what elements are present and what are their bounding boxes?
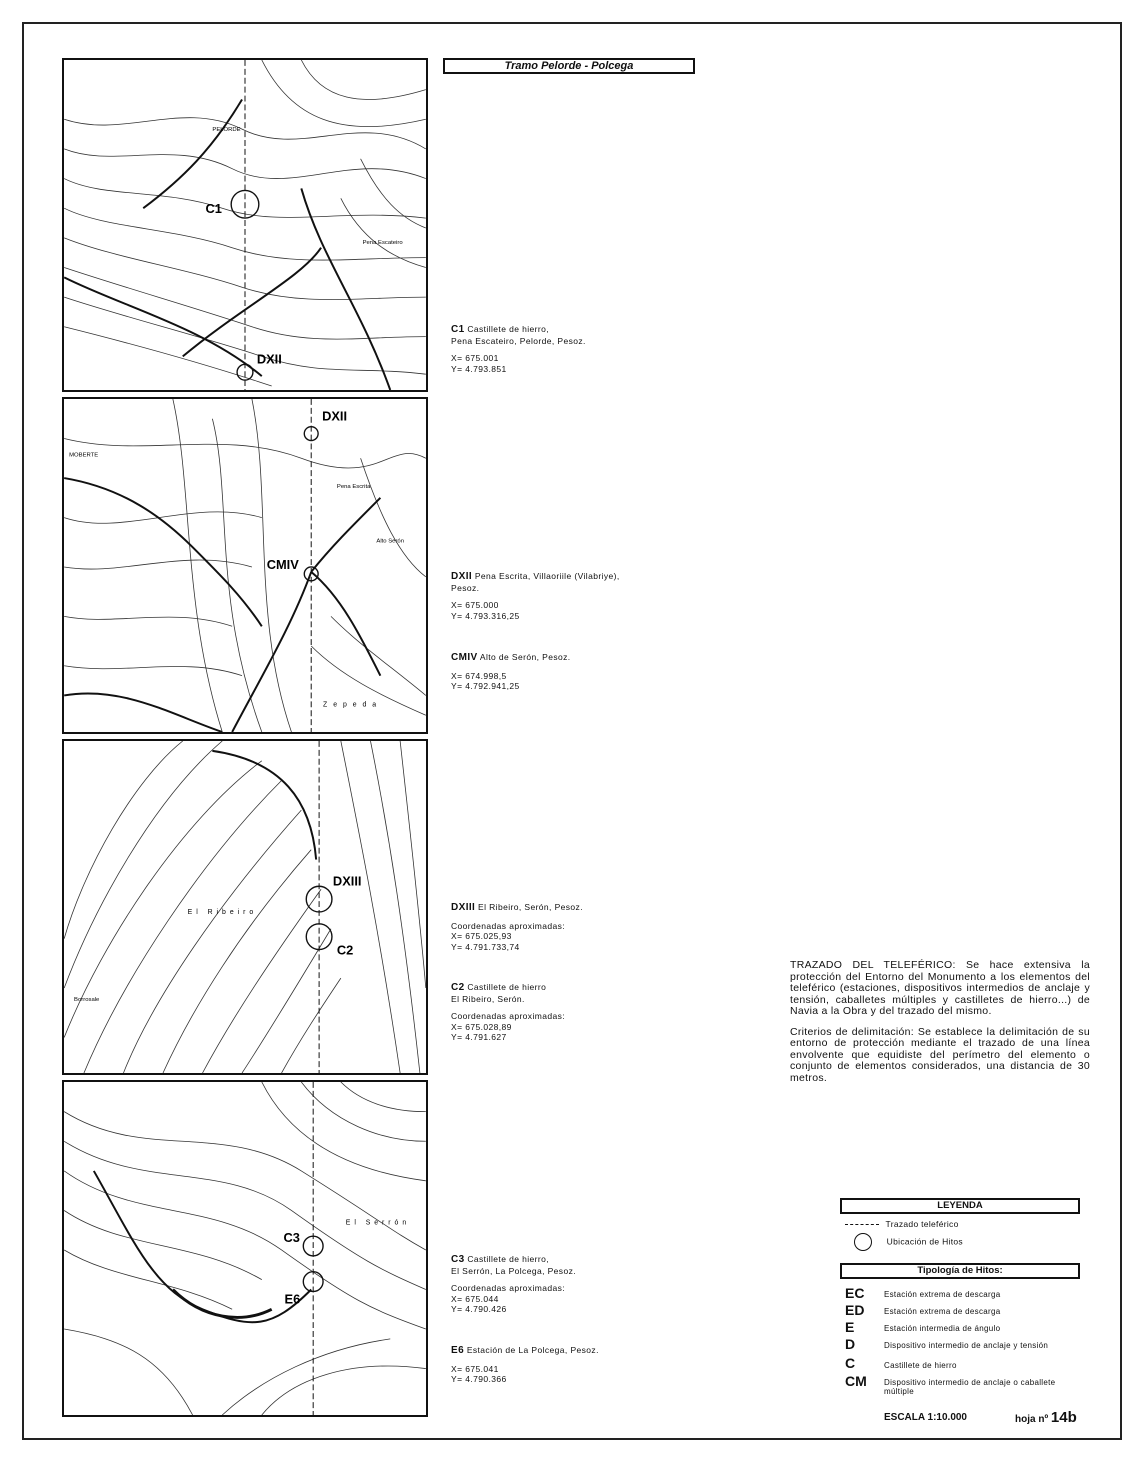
map-3-place-1: El Ribeiro	[187, 908, 258, 916]
scale-label: ESCALA 1:10.000	[884, 1412, 967, 1423]
element-code: C1	[451, 324, 465, 335]
type-text-cm: Dispositivo intermedio de anclaje o caballete múltiple	[884, 1378, 1056, 1396]
element-x: X= 675.000	[451, 600, 499, 610]
element-name: Castillete de hierro,	[467, 1254, 549, 1264]
map-2-place-2: Pena Escrita	[336, 483, 371, 490]
element-code: DXIII	[451, 902, 476, 913]
element-x: X= 674.998,5	[451, 670, 507, 681]
map-4-drawing	[64, 1082, 426, 1415]
element-y: Y= 4.790.426	[451, 1304, 507, 1314]
map-2-drawing	[64, 399, 426, 732]
type-code-d: D	[845, 1336, 856, 1352]
type-text-d: Dispositivo intermedio de anclaje y tensión	[884, 1341, 1049, 1350]
line-symbol	[845, 1224, 879, 1225]
map-2-place-1: MOBERTE	[69, 452, 99, 459]
map-panel-1	[62, 58, 428, 392]
map-panel-4	[62, 1080, 428, 1417]
type-code-ec: EC	[845, 1285, 865, 1301]
legend-line-label: Trazado teleférico	[885, 1219, 959, 1229]
element-info-c2	[451, 982, 565, 1043]
marker-c1-label: C1	[205, 201, 222, 217]
element-y: Y= 4.791.627	[451, 1032, 507, 1042]
element-name: Estación de La Polcega, Pesoz.	[466, 1345, 599, 1355]
element-code: E6	[451, 1345, 465, 1356]
element-code: C2	[451, 982, 465, 993]
marker-dxii-label-2: DXII	[322, 408, 348, 424]
element-info-dxiii	[451, 902, 583, 952]
element-name: Castillete de hierro,	[467, 324, 549, 334]
type-text-c: Castillete de hierro	[884, 1361, 957, 1370]
marker-dxiii-label: DXIII	[332, 873, 362, 889]
marker-c3-label: C3	[283, 1230, 300, 1246]
map-1-place-2: Pena Escateiro	[362, 239, 403, 246]
map-1-place-1: PELORDE	[212, 127, 241, 134]
type-code-cm: CM	[845, 1373, 867, 1389]
element-x: X= 675.044	[451, 1293, 499, 1304]
element-info-c3	[451, 1254, 576, 1315]
element-x: X= 675.041	[451, 1363, 499, 1374]
marker-e6-label: E6	[284, 1291, 301, 1307]
legend-title: LEYENDA	[840, 1198, 1080, 1214]
element-name: Alto de Serón, Pesoz.	[479, 652, 571, 662]
element-name: El Ribeiro, Serón, Pesoz.	[478, 902, 583, 912]
element-code: DXII	[451, 571, 473, 582]
element-name: Pena Escrita, Villaoriile (Vilabriye),	[474, 571, 620, 581]
typology-title: Tipología de Hitos:	[840, 1263, 1080, 1279]
circle-icon	[854, 1233, 872, 1251]
element-y: Y= 4.791.733,74	[451, 941, 520, 952]
element-code: CMIV	[451, 652, 478, 663]
map-4-place-1: El Serrón	[345, 1219, 411, 1227]
element-name-2: Pena Escateiro, Pelorde, Pesoz.	[451, 335, 586, 346]
type-code-e: E	[845, 1319, 855, 1335]
marker-cmiv-label: CMIV	[266, 556, 299, 572]
sheet-number	[1015, 1409, 1077, 1426]
element-x: X= 675.001	[451, 353, 499, 363]
section-title: Tramo Pelorde - Polcega	[443, 58, 695, 74]
element-code: C3	[451, 1254, 465, 1265]
type-text-e: Estación intermedia de ángulo	[884, 1324, 1001, 1333]
element-info-cmiv	[451, 652, 571, 692]
sheet-value: 14b	[1050, 1409, 1077, 1426]
element-x: X= 675.025,93	[451, 931, 512, 941]
element-x: X= 675.028,89	[451, 1021, 512, 1032]
map-3-place-2: Borrosale	[74, 996, 100, 1003]
marker-dxii-label: DXII	[256, 351, 282, 367]
element-info-e6	[451, 1345, 599, 1385]
type-text-ed: Estación extrema de descarga	[884, 1307, 1001, 1316]
legend-circle-row	[845, 1233, 963, 1251]
element-y: Y= 4.792.941,25	[451, 681, 520, 691]
map-panel-2	[62, 397, 428, 734]
type-code-ed: ED	[845, 1302, 865, 1318]
element-y: Y= 4.793.851	[451, 363, 507, 374]
legend-line-row	[845, 1219, 959, 1229]
description-block	[790, 960, 1090, 1093]
map-panel-3	[62, 739, 428, 1075]
element-info-dxii	[451, 571, 620, 621]
marker-c2-label: C2	[336, 942, 354, 958]
map-1-drawing	[64, 60, 426, 390]
description-criterios: Criterios de delimitación: Se establece la delimitación de su entorno de protección mediante el trazado de una línea envolvente que equidiste del perímetro del elemento o conjunto de elementos considerados, una distancia de 30 metros.	[790, 1025, 1090, 1084]
element-info-c1	[451, 324, 586, 374]
type-text-ec: Estación extrema de descarga	[884, 1290, 1001, 1299]
type-code-c: C	[845, 1355, 856, 1371]
description-trazado: TRAZADO DEL TELEFÉRICO: Se hace extensiva la protección del Entorno del Monumento a los elementos del teleférico (estaciones, dispositivos intermedios de anclaje y tensión, caballetes múltiples y castilletes de hierro...) de Navia a la Obra y del trazado del mismo.	[790, 959, 1090, 1017]
map-2-place-3: Alto Serón	[376, 538, 405, 545]
element-coord-label: Coordenadas aproximadas:	[451, 1011, 566, 1021]
map-2-place-4: Zepeda	[323, 701, 383, 709]
element-name-2: El Ribeiro, Serón.	[451, 993, 525, 1004]
element-name-2: Pesoz.	[451, 582, 480, 593]
element-coord-label: Coordenadas aproximadas:	[451, 920, 566, 931]
element-name: Castillete de hierro	[467, 982, 547, 992]
sheet-label: hoja nº	[1015, 1414, 1049, 1425]
element-y: Y= 4.793.316,25	[451, 610, 520, 621]
legend-circle-label: Ubicación de Hitos	[886, 1236, 963, 1247]
map-3-drawing	[64, 741, 426, 1073]
element-y: Y= 4.790.366	[451, 1374, 507, 1384]
element-name-2: El Serrón, La Polcega, Pesoz.	[451, 1265, 576, 1276]
element-coord-label: Coordenadas aproximadas:	[451, 1283, 566, 1293]
